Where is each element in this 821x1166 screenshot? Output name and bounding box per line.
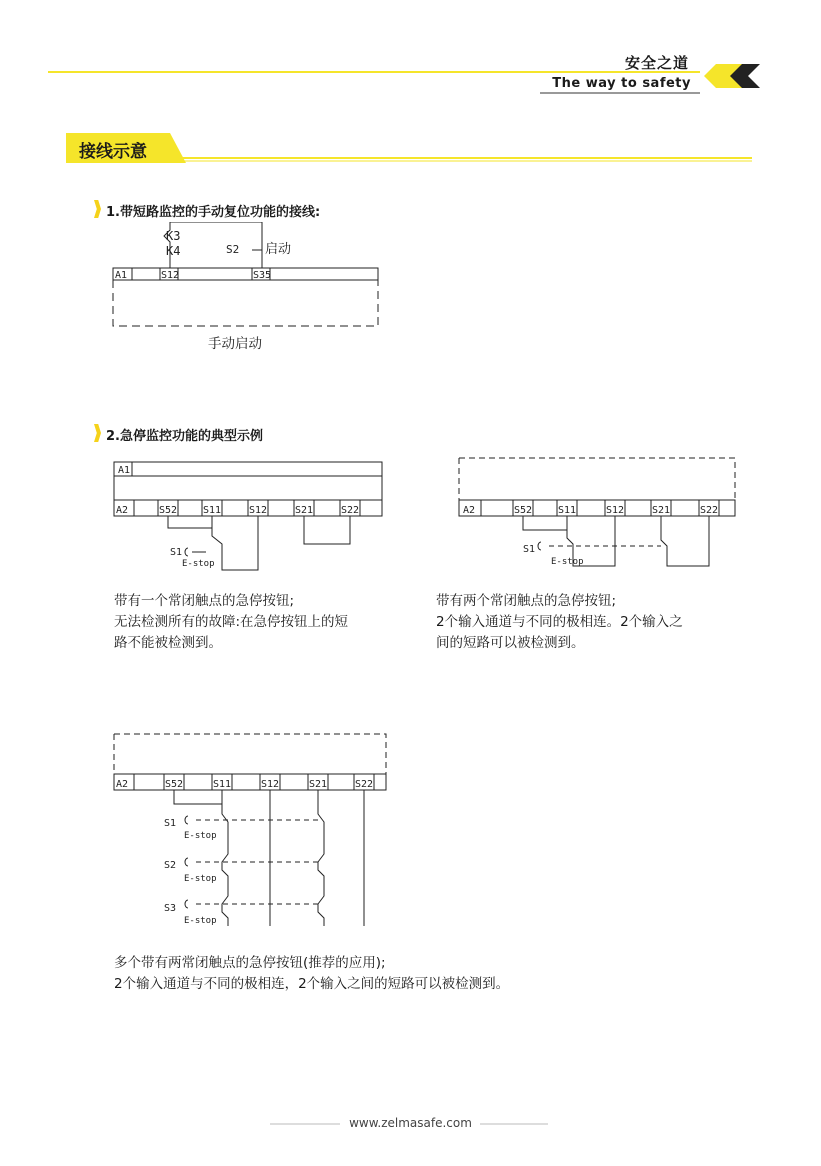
terminal-label: A1 [115,270,128,281]
terminal-label: S52 [514,505,533,516]
brand-english: The way to safety [552,76,691,91]
example1-heading: 1.带短路监控的手动复位功能的接线: [106,205,321,220]
estop-label: E-stop [184,916,217,926]
estop-label: E-stop [551,557,584,567]
terminal-label: S12 [261,779,280,790]
terminal-label: S11 [203,505,222,516]
switch-label: S1 [523,544,536,555]
example2-heading: 2.急停监控功能的典型示例 [106,429,263,444]
terminal-label: S35 [253,270,272,281]
estop-label: E-stop [184,831,217,841]
switch-label: S1 [164,818,177,829]
terminal-label: A2 [116,505,129,516]
estop-label: E-stop [182,559,215,569]
estop-diagram-multiple [110,730,390,930]
chevron-logo-icon [704,64,760,88]
estop-diagram-dual [455,456,740,572]
terminal-label: S12 [606,505,625,516]
manual-reset-diagram [100,222,400,332]
terminal-label: S11 [558,505,577,516]
header-graphics [0,60,821,96]
switch-label: S1 [170,547,183,558]
terminal-label: A1 [118,465,131,476]
terminal-label: S12 [249,505,268,516]
diagram-c-caption: 多个带有两常闭触点的急停按钮(推荐的应用); 2个输入通道与不同的极相连，2个输入之间的短路可以被检测到。 [114,955,510,992]
example1-caption: 手动启动 [208,336,262,352]
s2-label: S2 [226,243,240,256]
brand-chinese: 安全之道 [624,54,689,72]
terminal-label: S21 [309,779,328,790]
terminal-label: A2 [116,779,129,790]
heading-marker-icon [94,200,101,218]
diagram-a-caption: 带有一个常闭触点的急停按钮; 无法检测所有的故障:在急停按钮上的短 路不能被检测到。 [114,593,349,651]
section-title: 接线示意 [66,133,186,163]
terminal-label: S22 [341,505,360,516]
terminal-label: S22 [355,779,374,790]
terminal-label: A2 [463,505,476,516]
terminal-label: S52 [159,505,178,516]
estop-label: E-stop [184,874,217,884]
estop-diagram-single [110,460,390,580]
diagram-b-caption: 带有两个常闭触点的急停按钮; 2个输入通道与不同的极相连。2个输入之 间的短路可以被检测到。 [436,593,683,651]
switch-label: S2 [164,860,177,871]
terminal-label: S22 [700,505,719,516]
heading-marker-icon [94,424,101,442]
terminal-label: S52 [165,779,184,790]
footer-url: www.zelmasafe.com [349,1116,472,1130]
terminal-label: S12 [161,270,180,281]
switch-label: S3 [164,903,177,914]
terminal-label: S21 [652,505,671,516]
terminal-label: S11 [213,779,232,790]
section-rule [180,156,755,164]
k4-label: K4 [166,244,181,258]
start-label: 启动 [265,242,292,257]
k3-label: K3 [166,229,181,243]
terminal-label: S21 [295,505,314,516]
